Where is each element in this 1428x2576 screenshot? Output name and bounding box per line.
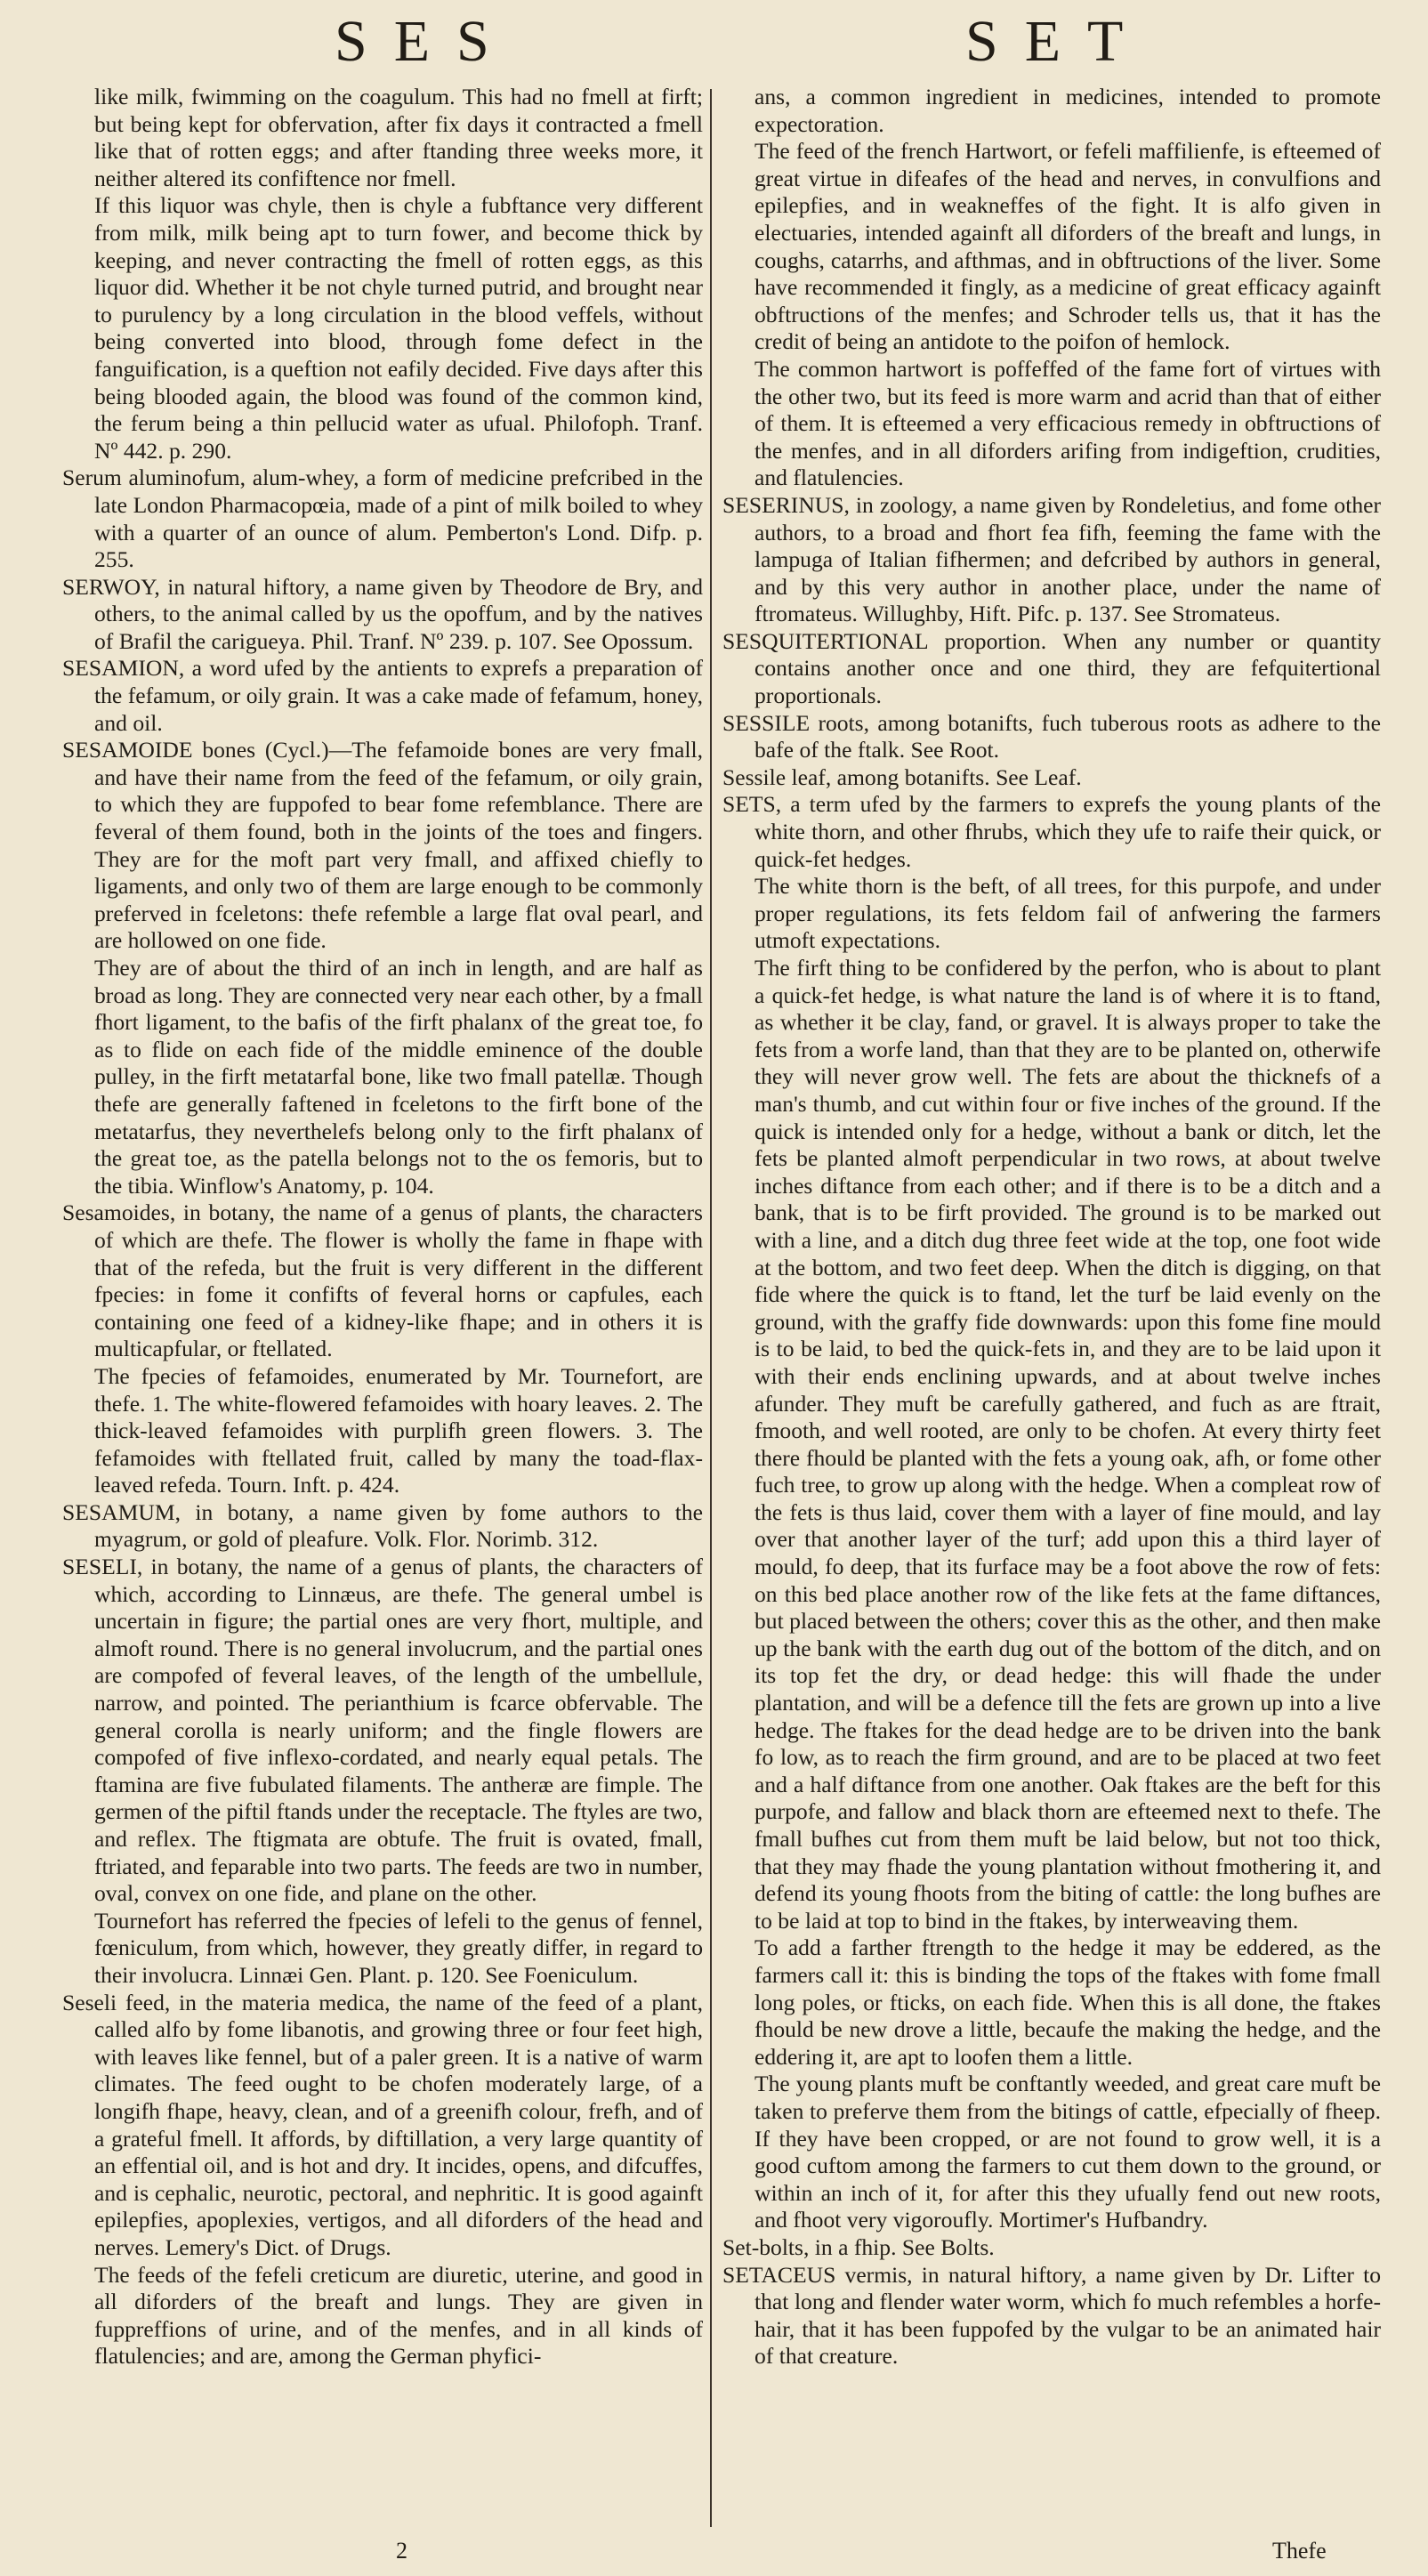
entry-paragraph: Serum aluminofum, alum-whey, a form of medicine prefcribed in the late London Pharmacopœia, made of a pint of milk boiled to whey with a quarter of an ounce of alum. Pemberton's Lond. Difp. p. 255. (62, 464, 703, 573)
continuation-paragraph: The common hartwort is poffeffed of the fame fort of virtues with the other two, but its feed is more warm and acrid than that of either of them. It is efteemed a very efficacious remedy in obftructions of the menfes, and in all diforders arifing from indigeftion, crudities, and flatulencies. (754, 355, 1381, 491)
entry-paragraph: SESELI, in botany, the name of a genus of plants, the characters of which, according to Linnæus, are thefe. The general umbel is uncertain in figure; the partial ones are very fhort, multiple, and almoft round. There is no general involucrum, and the partial ones are compofed of feveral leaves, of the length of the umbellule, narrow, and pointed. The perianthium is fcarce obfervable. The general corolla is nearly uniform; and the fingle flowers are compofed of five inflexo-cordated, and nearly equal petals. The ftamina are five fubulated filaments. The antheræ are fimple. The germen of the piftil ftands under the receptacle. The ftyles are two, and reflex. The ftigmata are obtufe. The fruit is ovated, fmall, ftriated, and feparable into two parts. The feeds are two in number, oval, convex on one fide, and plane on the other. (62, 1554, 703, 1907)
page-number: 2 (396, 2538, 407, 2564)
continuation-paragraph: The young plants muft be conftantly weeded, and great care muft be taken to preferve them from the bitings of cattle, efpecially of fheep. If they have been cropped, or are not found to grow well, it is a good cuftom among the farmers to cut them down to the ground, or within an inch of it, for after this they ufually fend out new roots, and fhoot very vigoroufly. Mortimer's Hufbandry. (754, 2071, 1381, 2233)
entry-paragraph: SERWOY, in natural hiftory, a name given by Theodore de Bry, and others, to the animal called by us the opoffum, and by the natives of Brafil the carigueya. Phil. Tranf. Nº 239. p. 107. See Opossum. (62, 573, 703, 654)
continuation-paragraph: The white thorn is the beft, of all trees, for this purpofe, and under proper regulations, its fets feldom fail of anfwering the farmers utmoft expectations. (754, 873, 1381, 954)
entry-paragraph: SETACEUS vermis, in natural hiftory, a name given by Dr. Lifter to that long and flender water worm, which fo much refembles a horfe-hair, that it has been fuppofed by the vulgar to be an animated hair of that creature. (722, 2261, 1381, 2370)
continuation-paragraph: The feed of the french Hartwort, or fefeli maffilienfe, is efteemed of great virtue in difeafes of the head and nerves, in convulfions and epilepfies, and in weakneffes of the fight. It is alfo given in electuaries, intended againft all diforders of the breaft and lungs, in coughs, catarrhs, and afthmas, and in obftructions of the liver. Some have recommended it fingly, as a medicine of great efficacy againft obftructions of the menfes; and Schroder tells us, that it has the credit of being an antidote to the poifon of hemlock. (754, 138, 1381, 355)
continuation-paragraph: To add a farther ftrength to the hedge it may be eddered, as the farmers call it: this is binding the tops of the ftakes with fome fmall long poles, or fticks, on each fide. When this is all done, the ftakes fhould be new drove a little, becaufe the making the hedge, and the eddering it, are apt to loofen them a little. (754, 1934, 1381, 2070)
continuation-paragraph: The feeds of the fefeli creticum are diuretic, uterine, and good in all diforders of the breaft and lungs. They are given in fuppreffions of urine, and of the menfes, and in all kinds of flatulencies; and are, among the German phyfici- (94, 2261, 703, 2370)
continuation-paragraph: like milk, fwimming on the coagulum. This had no fmell at firft; but being kept for obfervation, after fix days it contracted a fmell like that of rotten eggs; and after ftanding three weeks more, it neither altered its confiftence nor fmell. (94, 84, 703, 191)
catchword: Thefe (1272, 2538, 1327, 2564)
left-column (62, 84, 703, 2522)
entry-paragraph: SESERINUS, in zoology, a name given by Rondeletius, and fome other authors, to a broad and fhort fea fifh, feeming the fame with the lampuga of Italian fifhermen; and defcribed by authors in general, and by this very author in another place, under the name of ftromateus. Willughby, Hift. Pifc. p. 137. See Stromateus. (722, 491, 1381, 627)
entry-paragraph: Sessile leaf, among botanifts. See Leaf. (722, 763, 1082, 790)
continuation-paragraph: The firft thing to be confidered by the perfon, who is about to plant a quick-fet hedge, is what nature the land is of where it is to ftand, as whether it be clay, fand, or gravel. It is always proper to take the fets from a worfe land, than that they are to be planted on, otherwife they will never grow well. The fets are about the thicknefs of a man's thumb, and cut within four or five inches of the ground. If the quick is intended only for a hedge, without a bank or ditch, let the fets be planted almoft perpendicular in two rows, at about twelve inches diftance from each other; and if there is to be a ditch and a bank, that is to be firft provided. The ground is to be marked out with a line, and a ditch dug three feet wide at the top, one foot wide at the bottom, and two feet deep. When the ditch is digging, on that fide where the quick is to ftand, let the turf be laid evenly on the ground, with the graffy fide downwards: upon this fome fine mould is to be laid, to bed the quick-fets in, and they are to be laid upon it with their ends enclining upwards, and at about twelve inches afunder. They muft be carefully gathered, and fuch as are ftrait, fmooth, and well rooted, are only to be chofen. At every thirty feet there fhould be planted with the fets a young oak, afh, or fome other fuch tree, to grow up along with the hedge. When a compleat row of the fets is thus laid, cover them with a layer of fine mould, and lay over that another layer of the turf; add upon this a third layer of mould, fo deep, that its furface may be a foot above the row of fets: on this bed place another row of the like fets at the fame diftances, but placed between the others; cover this as the other, and then make up the bank with the earth dug out of the bottom of the ditch, and on its top fet the dry, or dead hedge: this will fhade the under plantation, and will be a defence till the fets are grown up into a live hedge. The ftakes for the dead hedge are to be driven into the bank fo low, as to reach the firm ground, and are to be placed at two feet and a half diftance from one another. Oak ftakes are the beft for this purpofe, and fallow and black thorn are efteemed next to thefe. The fmall bufhes cut from them muft be laid below, but not too thick, that they may fhade the young plantation without fmothering it, and defend its young fhoots from the biting of cattle: the long bufhes are to be laid at top to bind in the ftakes, by interweaving them. (754, 955, 1381, 1934)
continuation-paragraph: Tournefort has referred the fpecies of lefeli to the genus of fennel, fœniculum, from which, however, they greatly differ, in regard to their involucra. Linnæi Gen. Plant. p. 120. See Foeniculum. (94, 1907, 703, 1988)
entry-paragraph: Set-bolts, in a fhip. See Bolts. (722, 2233, 995, 2260)
continuation-paragraph: The fpecies of fefamoides, enumerated by Mr. Tournefort, are thefe. 1. The white-flowered fefamoides with hoary leaves. 2. The thick-leaved fefamoides with purplifh green flowers. 3. The fefamoides with ftellated fruit, called by many the toad-flax-leaved refeda. Tourn. Inft. p. 424. (94, 1362, 703, 1498)
entry-paragraph: Sesamoides, in botany, the name of a genus of plants, the characters of which are thefe. The flower is wholly the fame in fhape with that of the refeda, but the fruit is very different in the different fpecies: in fome it confifts of feveral horns or capfules, each containing one feed of a kidney-like fhape; and in others it is multicapfular, or ftellated. (62, 1199, 703, 1362)
continuation-paragraph: ans, a common ingredient in medicines, intended to promote expectoration. (754, 84, 1381, 137)
entry-paragraph: SETS, a term ufed by the farmers to exprefs the young plants of the white thorn, and other fhrubs, which they ufe to raife their quick, or quick-fet hedges. (722, 791, 1381, 872)
continuation-paragraph: If this liquor was chyle, then is chyle a fubftance very different from milk, milk being apt to turn fower, and become thick by keeping, and never contracting the fmell of rotten eggs, as this liquor did. Whether it be not chyle turned putrid, and brought near to purulency by a long circulation in the blood veffels, without being converted into blood, through fome defect in the fanguification, is a queftion not eafily decided. Five days after this being blooded again, the blood was found of the common kind, the ferum being a thin pellucid water as ufual. Philofoph. Tranf. Nº 442. p. 290. (94, 192, 703, 464)
right-column (722, 84, 1381, 2522)
entry-paragraph: SESAMION, a word ufed by the antients to exprefs a preparation of the fefamum, or oily grain. It was a cake made of fefamum, honey, and oil. (62, 655, 703, 736)
running-head-left: SES (335, 9, 516, 74)
entry-paragraph: SESQUITERTIONAL proportion. When any number or quantity contains another once and one third, they are fefquitertional proportionals. (722, 627, 1381, 709)
running-head-right: SET (965, 9, 1150, 74)
entry-paragraph: SESSILE roots, among botanifts, fuch tuberous roots as adhere to the bafe of the ftalk. See Root. (722, 709, 1381, 763)
column-divider (710, 89, 712, 2527)
continuation-paragraph: They are of about the third of an inch in length, and are half as broad as long. They are connected very near each other, by a fmall fhort ligament, to the bafis of the firft phalanx of the great toe, fo as to flide on each fide of the middle eminence of the double pulley, in the firft metatarfal bone, like two fmall patellæ. Though thefe are generally faftened in fceletons to the firft bone of the metatarfus, they neverthelefs belong only to the firft phalanx of the great toe, as the patella belongs not to the os femoris, but to the tibia. Winflow's Anatomy, p. 104. (94, 955, 703, 1199)
entry-paragraph: SESAMOIDE bones (Cycl.)—The fefamoide bones are very fmall, and have their name from the feed of the fefamum, or oily grain, to which they are fuppofed to bear fome refemblance. There are feveral of them found, both in the joints of the toes and fingers. They are for the moft part very fmall, and affixed chiefly to ligaments, and only two of them are large enough to be commonly preferved in fceletons: thefe refemble a large flat oval pearl, and are hollowed on one fide. (62, 737, 703, 954)
entry-paragraph: SESAMUM, in botany, a name given by fome authors to the myagrum, or gold of pleafure. Volk. Flor. Norimb. 312. (62, 1498, 703, 1553)
entry-paragraph: Seseli feed, in the materia medica, the name of the feed of a plant, called alfo by fome libanotis, and growing three or four feet high, with leaves like fennel, but of a paler green. It is a native of warm climates. The feed ought to be chofen moderately large, of a longifh fhape, heavy, clean, and of a greenifh colour, frefh, and of a grateful fmell. It affords, by diftillation, a very large quantity of an effential oil, and is hot and dry. It incides, opens, and difcuffes, and is cephalic, neurotic, pectoral, and nephritic. It is good againft epilepfies, apoplexies, vertigos, and all diforders of the head and nerves. Lemery's Dict. of Drugs. (62, 1989, 703, 2260)
